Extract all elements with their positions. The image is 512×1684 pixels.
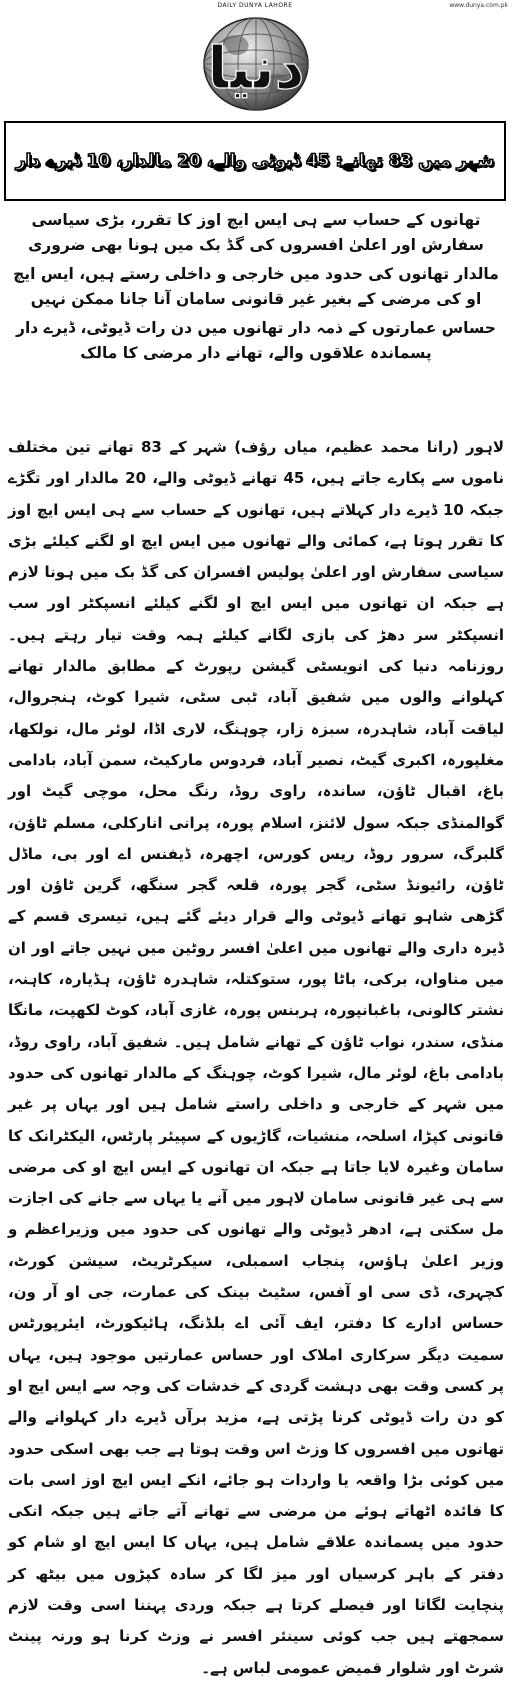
dunya-logo (192, 10, 320, 114)
masthead-url: www.dunya.com.pk (449, 2, 508, 9)
subheadings (8, 208, 504, 370)
subheading-1: تھانوں کے حساب سے ہی ایس ایچ اوز کا تقرر، بڑی سیاسی سفارش اور اعلیٰ افسروں کی گڈ بک میں ہونا بھی ضروری (28, 211, 484, 254)
headline: شہر میں 83 تھانے: 45 ڈیوٹی والے، 20 مالدار، 10 ڈیرے دار (15, 150, 495, 171)
headline-banner (4, 121, 506, 201)
logo-wordmark: دنیا (207, 34, 305, 102)
masthead (0, 0, 512, 118)
subheading-2: مالدار تھانوں کی حدود میں خارجی و داخلی رستے ہیں، ایس ایچ او کی مرضی کے بغیر غیر قانونی سامان آنا جانا ممکن نہیں (13, 265, 499, 308)
masthead-caption: DAILY DUNYA LAHORE (217, 2, 293, 9)
article-body: لاہور (رانا محمد عظیم، میاں رؤف) شہر کے 83 تھانے تین مختلف ناموں سے پکارے جاتے ہیں، 45 تھانے ڈیوٹی والے، 20 مالدار اور تگڑے جبکہ 10 ڈیرے دار کہلاتے ہیں، تھانوں کے حساب سے ہی ایس ایچ اوز کا تقرر ہوتا ہے، کمائی والے تھانوں میں ایس ایچ او لگنے کیلئے بڑی سیاسی سفارش اور اعلیٰ پولیس افسران کی گڈ بک میں ہونا لازم ہے جبکہ ان تھانوں میں ایس ایچ او لگنے کیلئے انسپکٹر اور سب انسپکٹر سر دھڑ کی بازی لگانے کیلئے ہمہ وقت تیار رہتے ہیں۔ روزنامہ دنیا کی انویسٹی گیشن رپورٹ کے مطابق مالدار تھانے کہلوانے والوں میں شفیق آباد، ٹبی سٹی، شیرا کوٹ، ہنجروال، لیاقت آباد، شاہدرہ، سبزہ زار، چوہنگ، لاری اڈا، لوئر مال، نولکھا، مغلپورہ، اکبری گیٹ، نصیر آباد، فردوس مارکیٹ، سمن آباد، بادامی باغ، اقبال ٹاؤن، ساندہ، راوی روڈ، رنگ محل، موچی گیٹ اور گوالمنڈی جبکہ سول لائنز، اسلام پورہ، پرانی انارکلی، مسلم ٹاؤن، گلبرگ، سرور روڈ، ریس کورس، اچھرہ، ڈیفنس اے اور بی، ماڈل ٹاؤن، رائیونڈ سٹی، گجر پورہ، قلعہ گجر سنگھ، گرین ٹاؤن اور گڑھی شاہو تھانے ڈیوٹی والے قرار دیئے گئے ہیں، تیسری قسم کے ڈیرہ داری والے تھانوں میں اعلیٰ افسر روٹین میں نہیں جاتے اور ان میں مناواں، برکی، باٹا پور، ستوکتلہ، شاہدرہ ٹاؤن، ہڈیارہ، کاہنہ، نشتر کالونی، باغبانپورہ، ہربنس پورہ، غازی آباد، کوٹ لکھپت، مانگا منڈی، سندر، نواب ٹاؤن کے تھانے شامل ہیں۔ شفیق آباد، راوی روڈ، بادامی باغ، لوئر مال، شیرا کوٹ، چوہنگ کے مالدار تھانوں کی حدود میں شہر کے خارجی و داخلی راستے شامل ہیں اور یہاں پر غیر قانونی کپڑا، اسلحہ، منشیات، گاڑیوں کے سپیئر پارٹس، الیکٹرانک کا سامان وغیرہ لایا جاتا ہے جبکہ ان تھانوں کے ایس ایچ او کی مرضی سے ہی غیر قانونی سامان لاہور میں آنے یا یہاں سے جانے کی اجازت مل سکتی ہے، ادھر ڈیوٹی والے تھانوں کی حدود میں وزیراعظم و وزیر اعلیٰ ہاؤس، پنجاب اسمبلی، سیکرٹریٹ، سیشن کورٹ، کچہری، ڈی سی او آفس، سٹیٹ بینک کی عمارت، جی او آر ون، حساس ادارے کا دفتر، ایف آئی اے بلڈنگ، ہائیکورٹ، ایئرپورٹس سمیت دیگر سرکاری املاک اور حساس عمارتیں موجود ہیں، یہاں پر کسی وقت بھی دہشت گردی کے خدشات کی وجہ سے ایس ایچ او کو دن رات ڈیوٹی کرنا پڑتی ہے، مزید برآں ڈیرے دار کہلوانے والے تھانوں میں افسروں کا وزٹ اس وقت ہوتا ہے جب بھی اسکی حدود میں کوئی بڑا واقعہ یا واردات ہو جائے، انکے ایس ایچ اوز اسی بات کا فائدہ اٹھاتے ہوئے من مرضی سے تھانے آتے جاتے ہیں جبکہ انکی حدود میں پسماندہ علاقے شامل ہیں، یہاں کا ایس ایچ او شام کو دفتر کے باہر کرسیاں اور میز لگا کر سادہ کپڑوں میں بیٹھ کر پنچایت لگاتا اور فیصلے کرتا ہے جبکہ وردی پہننا اسی وقت لازم سمجھتے ہیں جب کوئی سینئر افسر نے وزٹ کرنا ہو ورنہ پینٹ شرٹ اور شلوار قمیض عمومی لباس ہے۔ (8, 438, 505, 1677)
subheading-3: حساس عمارتوں کے ذمہ دار تھانوں میں دن رات ڈیوٹی، ڈیرے دار پسماندہ علاقوں والے، تھانے دار مرضی کا مالک (16, 319, 496, 362)
